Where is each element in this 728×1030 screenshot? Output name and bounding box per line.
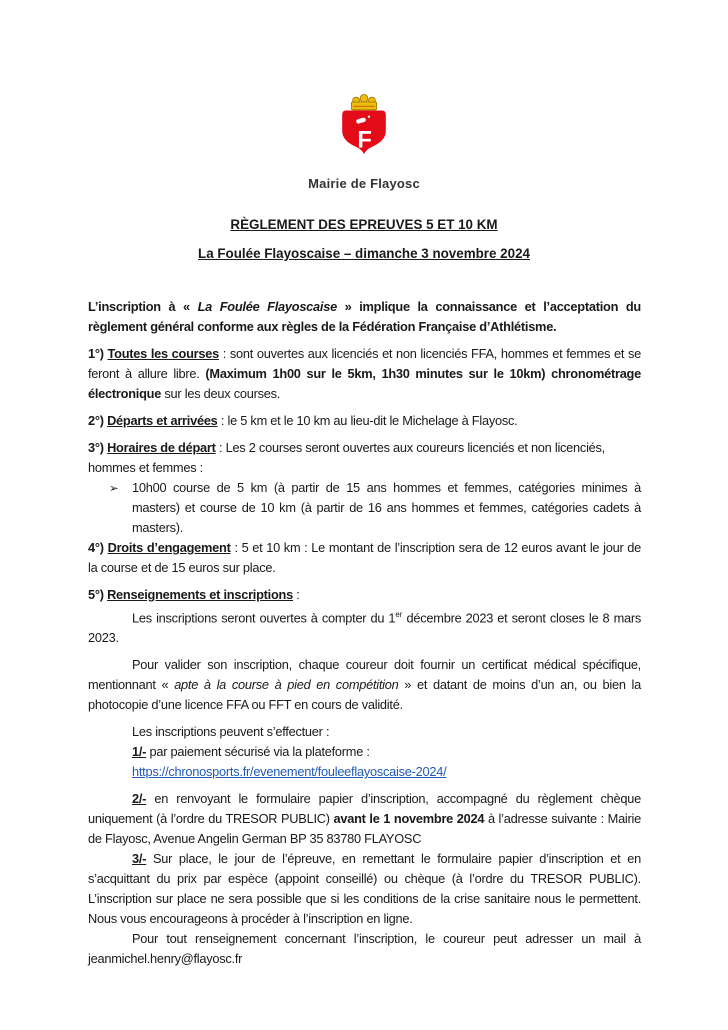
paragraph-rule-5-heading: 5°) Renseignements et inscriptions : bbox=[88, 587, 300, 602]
paragraph-method-1-online: 1/- par paiement sécurisé via la plateforme : bbox=[132, 744, 370, 760]
paragraph-rule-2-departs: 2°) Départs et arrivées : le 5 km et le 10 km au lieu-dit le Michelage à Flayosc. bbox=[88, 413, 518, 428]
logo-letter: F bbox=[357, 126, 372, 154]
arrow-bullet-icon: ➢ bbox=[109, 483, 119, 495]
paragraph-rule-1-courses: 1°) Toutes les courses : sont ouvertes aux licenciés et non licenciés FFA, hommes et femmes et se feront à allure libre. (Maximum 1h00 sur le 5km, 1h30 minutes sur le 10km) chronométrage électronique sur les deux courses. bbox=[88, 346, 641, 401]
paragraph-methods-intro: Les inscriptions peuvent s’effectuer : bbox=[132, 724, 330, 740]
olive-dot-icon bbox=[368, 116, 370, 118]
paragraph-contact: Pour tout renseignement concernant l’inscription, le coureur peut adresser un mail à jeanmichel.henry@flayosc.fr bbox=[88, 931, 641, 967]
paragraph-method-2-mail: 2/- en renvoyant le formulaire papier d’inscription, accompagné du règlement chèque uniquement (à l’ordre du TRESOR PUBLIC) avant le 1 novembre 2024 à l’adresse suivante : Mairie de Flayosc, Avenue Angelin German BP 35 83780 FLAYOSC bbox=[88, 791, 641, 847]
bullet-text: 10h00 course de 5 km (à partir de 15 ans hommes et femmes, catégories minimes à masters) et course de 10 km (à partir de 16 ans hommes et femmes, catégories cadets à masters). bbox=[132, 480, 641, 535]
document-body bbox=[88, 297, 641, 969]
paragraph-intro: L’inscription à « La Foulée Flayoscaise » implique la connaissance et l’acceptation du règlement général conforme aux règles de la Fédération Française d’Athlétisme. bbox=[88, 299, 642, 334]
logo bbox=[0, 0, 728, 191]
document-title: RÈGLEMENT DES EPREUVES 5 ET 10 KM bbox=[230, 217, 498, 232]
paragraph-rule-3-horaires: 3°) Horaires de départ : Les 2 courses seront ouvertes aux coureurs licenciés et non licenciés, hommes et femmes : bbox=[88, 440, 605, 475]
paragraph-certificate: Pour valider son inscription, chaque coureur doit fournir un certificat médical spécifique, mentionnant « apte à la course à pied en compétition » et datant de moins d’un an, ou bien la photocopie d’une licence FFA ou FFT en cours de validité. bbox=[88, 657, 641, 713]
paragraph-rule-4-droits: 4°) Droits d’engagement : 5 et 10 km : Le montant de l’inscription sera de 12 euros avant le jour de la course et de 15 euros sur place. bbox=[88, 540, 642, 575]
mairie-flayosc-logo bbox=[337, 94, 391, 168]
paragraph-method-3-onsite: 3/- Sur place, le jour de l’épreuve, en remettant le formulaire papier d’inscription et en s’acquittant du prix par espèce (appoint conseillé) ou chèque (à l’ordre du TRESOR PUBLIC). L’inscription sur place ne sera possible que si les conditions de la crise sanitaire nous le permettent. Nous vous encourageons à procéder à l’inscription en ligne. bbox=[88, 851, 641, 927]
logo-caption: Mairie de Flayosc bbox=[308, 176, 420, 191]
crown-icon bbox=[351, 94, 376, 109]
chronosports-link[interactable]: https://chronosports.fr/evenement/fouleeflayoscaise-2024/ bbox=[132, 764, 447, 780]
paragraph-method-1-link bbox=[132, 762, 641, 782]
paragraph-rule-5-dates: Les inscriptions seront ouvertes à compter du 1er décembre 2023 et seront closes le 8 mars 2023. bbox=[88, 610, 642, 646]
bullet-item-schedule bbox=[88, 478, 641, 538]
document-subtitle: La Foulée Flayoscaise – dimanche 3 novembre 2024 bbox=[198, 246, 530, 261]
